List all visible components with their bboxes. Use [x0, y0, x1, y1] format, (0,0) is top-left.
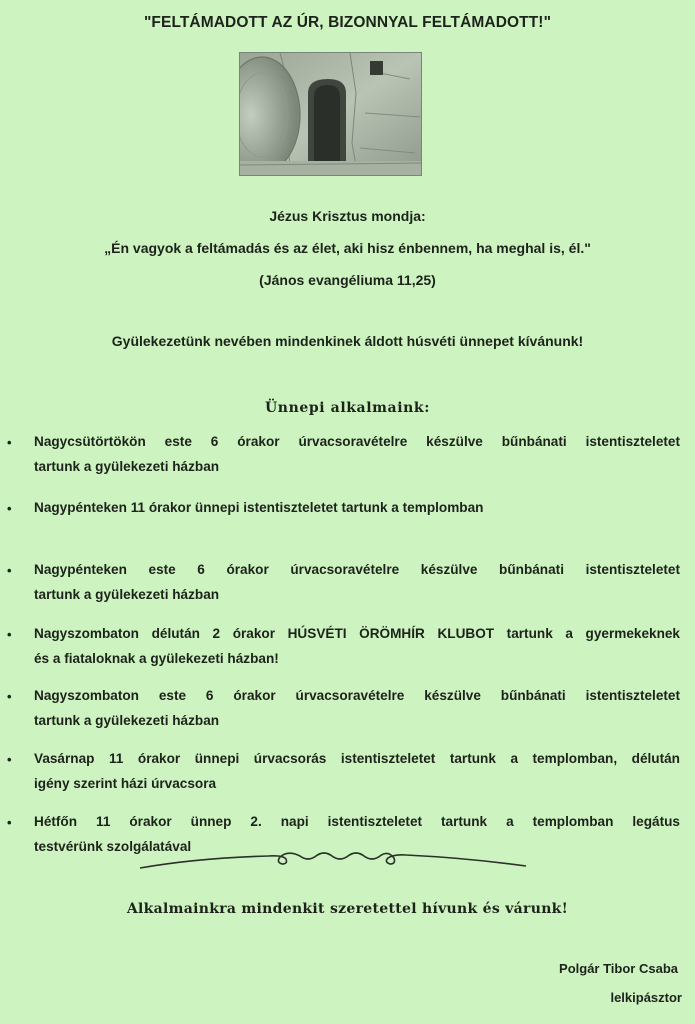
events-heading: Ünnepi alkalmaink:: [265, 400, 430, 416]
event-text-line: tartunk a gyülekezeti házban: [34, 459, 220, 474]
bullet-icon: •: [7, 501, 12, 516]
easter-greeting: Gyülekezetünk nevében mindenkinek áldott húsvéti ünnepet kívánunk!: [111, 333, 584, 349]
event-text-line: igény szerint házi úrvacsora: [34, 776, 217, 791]
decorative-flourish: [138, 846, 528, 874]
event-text-line: Nagypénteken 11 órakor ünnepi istentiszteletet tartunk a templomban: [34, 500, 484, 515]
bullet-icon: •: [7, 815, 12, 830]
event-text-line: Nagycsütörtökön este 6 órakor úrvacsoravételre készülve bűnbánati istentiszteletet: [34, 434, 680, 449]
bullet-icon: •: [7, 627, 12, 642]
bullet-icon: •: [7, 752, 12, 767]
event-text-line: Vasárnap 11 órakor ünnepi úrvacsorás istentiszteletet tartunk a templomban, délután: [34, 751, 680, 766]
bullet-icon: •: [7, 689, 12, 704]
bible-quote: [0, 206, 695, 302]
signature-role: lelkipásztor: [610, 990, 682, 1005]
event-text-line: testvérünk szolgálatával: [34, 839, 192, 854]
invitation: Alkalmainkra mindenkit szeretettel hívunk és várunk!: [126, 901, 569, 917]
page-title: "FELTÁMADOTT AZ ÚR, BIZONNYAL FELTÁMADOTT!": [143, 14, 552, 31]
event-text-line: Nagypénteken este 6 órakor úrvacsoravételre készülve bűnbánati istentiszteletet: [34, 562, 680, 577]
bullet-icon: •: [7, 563, 12, 578]
quote-intro: Jézus Krisztus mondja:: [269, 208, 426, 224]
empty-tomb-photo: [239, 52, 422, 176]
event-text-line: Nagyszombaton este 6 órakor úrvacsoravételre készülve bűnbánati istentiszteletet: [34, 688, 680, 703]
bullet-icon: •: [7, 435, 12, 450]
quote-reference: (János evangéliuma 11,25): [259, 272, 436, 288]
event-text-line: Hétfőn 11 órakor ünnep 2. napi istentiszteletet tartunk a templomban legátus: [34, 814, 680, 829]
signature-name: Polgár Tibor Csaba: [559, 961, 678, 976]
event-text-line: és a fiataloknak a gyülekezeti házban!: [34, 651, 279, 666]
quote-text: „Én vagyok a feltámadás és az élet, aki hisz énbennem, ha meghal is, él.": [104, 240, 591, 256]
event-text-line: tartunk a gyülekezeti házban: [34, 587, 220, 602]
event-text-line: Nagyszombaton délután 2 órakor HÚSVÉTI ÖRÖMHÍR KLUBOT tartunk a gyermekeknek: [34, 626, 680, 641]
event-text-line: tartunk a gyülekezeti házban: [34, 713, 220, 728]
